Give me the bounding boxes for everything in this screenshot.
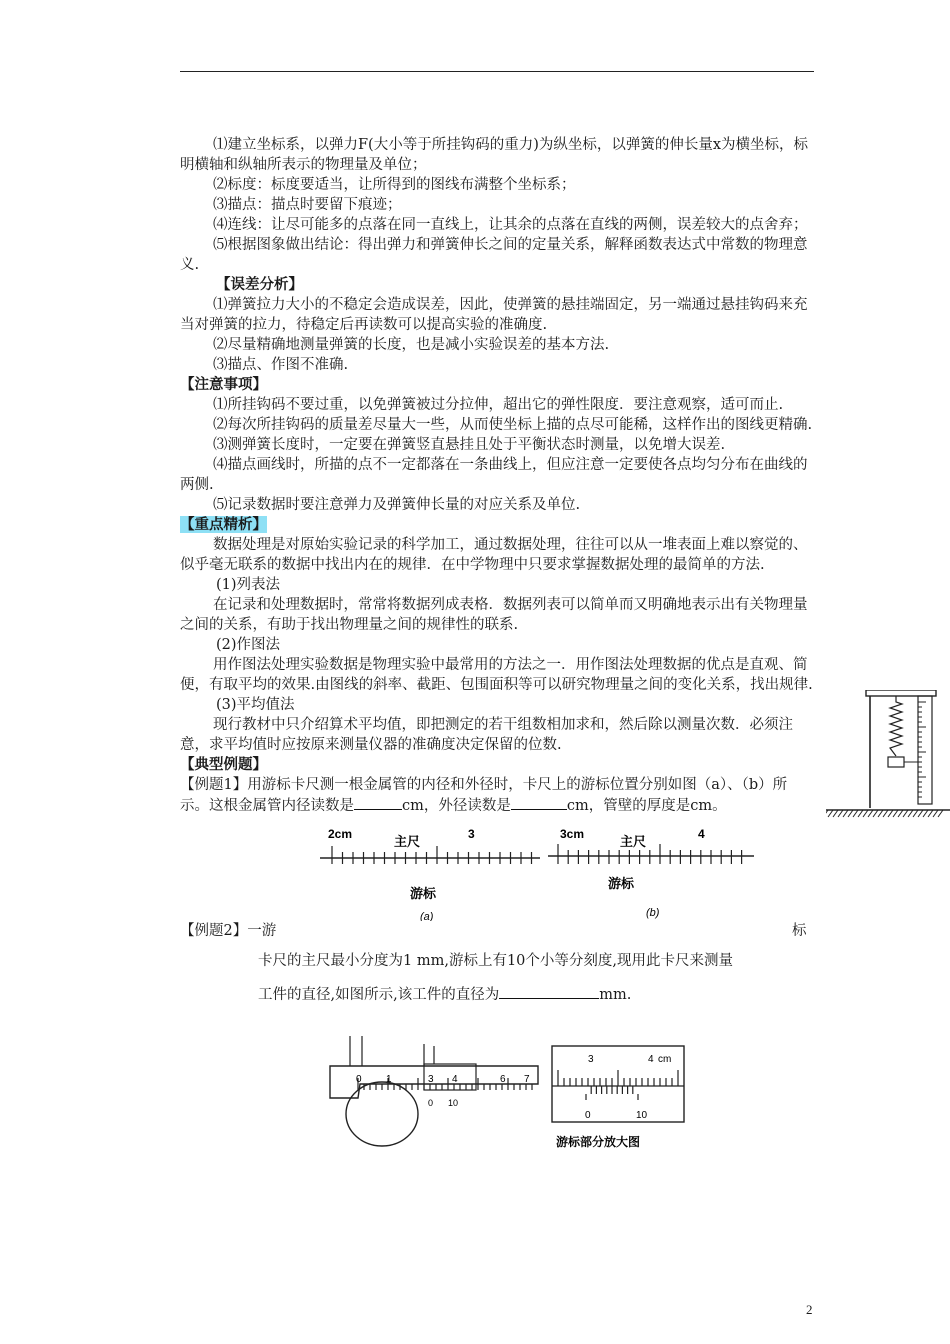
note-3: ⑶测弹簧长度时，一定要在弹簧竖直悬挂且处于平衡状态时测量，以免增大误差. (213, 437, 726, 453)
figure-b (548, 827, 754, 919)
hatch-line (908, 810, 913, 817)
step-1: ⑴建立坐标系，以弹力F(大小等于所挂钩码的重力)为纵坐标，以弹簧的伸长量x为横坐标，标明横轴和纵轴所表示的物理量及单位； (180, 137, 809, 173)
example-2-line-3 (258, 978, 816, 1012)
zoom-ticks (558, 1070, 678, 1100)
answer-blank-diameter (499, 984, 599, 999)
zoom-vernier-0: 0 (585, 1110, 591, 1121)
example-1-text-c: cm，管壁的厚度是cm。 (566, 798, 727, 814)
fig-b-label-4: 4 (698, 827, 705, 841)
key-intro: 数据处理是对原始实验记录的科学加工，通过数据处理，往往可以从一堆表面上难以察觉的、似乎毫无联系的数据中找出内在的规律．在中学物理中只要求掌握数据处理的最简单的方法. (180, 537, 808, 573)
example-1 (180, 775, 816, 816)
figure-a (320, 827, 540, 921)
step-2: ⑵标度：标度要适当，让所得到的图线布满整个坐标系； (213, 177, 576, 193)
caliper-num-6: 6 (500, 1074, 506, 1085)
step-5: ⑸根据图象做出结论：得出弹力和弹簧伸长之间的定量关系，解释函数表达式中常数的物理意义. (180, 237, 808, 273)
zoom-unit: cm (658, 1054, 672, 1065)
hatch-line (883, 810, 888, 817)
step-3: ⑶描点：描点时要留下痕迹； (213, 197, 402, 213)
caliper-vernier-10: 10 (448, 1098, 459, 1108)
hatch-line (903, 810, 908, 817)
zoom-num-4: 4 (648, 1054, 654, 1065)
hatch-line (918, 810, 923, 817)
fig-a-caption: (a) (420, 911, 434, 921)
fig-a-ticks (332, 846, 532, 864)
step-4: ⑷连线：让尽可能多的点落在同一直线上，让其余的点落在直线的两侧，误差较大的点舍弃； (213, 217, 808, 233)
page-body (180, 135, 816, 1176)
caliper-svg (180, 1036, 816, 1176)
spring-hook-weight (888, 757, 904, 767)
example-1-text-a: 【例题1】用游标卡尺测一根金属管的内径和外径时，卡尺上的游标位置分别如图（a）、（b）所示。这根金属管内径读数是 (180, 777, 788, 814)
answer-blank-outer (511, 795, 567, 810)
example-2-body (180, 944, 816, 1012)
notes-heading: 【注意事项】 (180, 376, 267, 393)
hatch-line (938, 810, 943, 817)
fig-b-caption: (b) (646, 907, 660, 919)
note-1: ⑴所挂钩码不要过重，以免弹簧被过分拉伸，超出它的弹性限度．要注意观察，适可而止. (213, 397, 784, 413)
hatch-line (913, 810, 918, 817)
caliper-num-3: 3 (428, 1074, 434, 1085)
fig-a-label-3: 3 (468, 827, 475, 841)
examples-heading: 【典型例题】 (180, 756, 267, 773)
spring-scale-ticks (918, 696, 926, 797)
spring-apparatus-figure (826, 690, 950, 820)
hatch-line (933, 810, 938, 817)
fig-b-label-3cm: 3cm (560, 827, 585, 841)
example-2-line-1 (180, 921, 816, 942)
hatch-line (928, 810, 933, 817)
zoom-drawing (552, 1046, 684, 1149)
vernier-figures-svg (180, 816, 816, 921)
example-2-text-b: mm. (599, 987, 632, 1003)
hatch-line (893, 810, 898, 817)
error-1: ⑴弹簧拉力大小的不稳定会造成误差，因此，使弹簧的悬挂端固定，另一端通过悬挂钩码来充当对弹簧的拉力，待稳定后再读数可以提高实验的准确度. (180, 297, 808, 333)
note-4: ⑷描点画线时，所描的点不一定都落在一条曲线上，但应注意一定要使各点均匀分布在曲线的两侧. (180, 457, 808, 493)
caliper-num-7: 7 (524, 1074, 530, 1085)
hatch-line (878, 810, 883, 817)
key-heading: 【重点精析】 (180, 516, 267, 533)
caliper-drawing (330, 1036, 538, 1146)
hatch-line (858, 810, 863, 817)
example-2-line-2: 卡尺的主尺最小分度为1 mm,游标上有10个小等分刻度,现用此卡尺来测量 (258, 953, 733, 969)
fig-a-vernier-label: 游标 (410, 886, 437, 901)
vernier-figures (180, 816, 816, 921)
caliper-num-0: 0 (356, 1074, 362, 1085)
example-2-head: 【例题2】一游 (180, 923, 277, 939)
hatch-line (843, 810, 848, 817)
note-2: ⑵每次所挂钩码的质量差尽量大一些，从而使坐标上描的点尽可能稀，这样作出的图线更精确. (213, 417, 813, 433)
method-1-title: (1)列表法 (216, 577, 281, 593)
zoom-caption: 游标部分放大图 (556, 1135, 641, 1149)
method-3-title: (3)平均值法 (216, 697, 295, 713)
fig-b-ticks (558, 844, 742, 864)
hatch-line (873, 810, 878, 817)
caliper-num-4: 4 (452, 1074, 458, 1085)
hatch-line (833, 810, 838, 817)
page-number: 2 (806, 1302, 813, 1317)
spring-coil (890, 696, 902, 756)
hatch-line (838, 810, 843, 817)
hatch-line (898, 810, 903, 817)
answer-blank-inner (354, 795, 402, 810)
ground-hatch (826, 810, 943, 817)
fig-a-label-2cm: 2cm (328, 827, 353, 841)
example-2-tail: 标 (792, 923, 807, 939)
method-3-text: 现行教材中只介绍算术平均值，即把测定的若干组数相加求和，然后除以测量次数．必须注意，求平均值时应按原来测量仪器的准确度决定保留的位数. (180, 717, 793, 753)
hatch-line (868, 810, 873, 817)
zoom-vernier-10: 10 (636, 1110, 648, 1121)
example-2-text-a: 工件的直径,如图所示,该工件的直径为 (258, 987, 500, 1003)
method-2-text: 用作图法处理实验数据是物理实验中最常用的方法之一．用作图法处理数据的优点是直观、简便，有取平均的效果.由图线的斜率、截距、包围面积等可以研究物理量之间的变化关系，找出规律. (180, 657, 813, 693)
method-2-title: (2)作图法 (216, 637, 281, 653)
header-rule (180, 71, 814, 72)
error-heading: 【误差分析】 (216, 276, 303, 293)
fig-b-main-label: 主尺 (620, 834, 647, 849)
hatch-line (923, 810, 928, 817)
caliper-figure (180, 1036, 816, 1176)
hatch-line (853, 810, 858, 817)
note-5: ⑸记录数据时要注意弹力及弹簧伸长量的对应关系及单位. (213, 497, 581, 513)
hatch-line (848, 810, 853, 817)
zoom-num-3: 3 (588, 1054, 594, 1065)
hatch-line (888, 810, 893, 817)
example-1-text-b: cm，外径读数是 (402, 798, 511, 814)
error-2: ⑵尽量精确地测量弹簧的长度，也是减小实验误差的基本方法. (213, 337, 610, 353)
hatch-line (826, 810, 828, 817)
fig-a-main-label: 主尺 (394, 834, 421, 849)
fig-b-vernier-label: 游标 (608, 876, 635, 891)
caliper-num-1: 1 (386, 1074, 392, 1085)
caliper-vernier-0: 0 (428, 1098, 434, 1108)
method-1-text: 在记录和处理数据时，常常将数据列成表格．数据列表可以简单而又明确地表示出有关物理量之间的关系，有助于找出物理量之间的规律性的联系. (180, 597, 808, 633)
hatch-line (828, 810, 833, 817)
hatch-line (863, 810, 868, 817)
error-3: ⑶描点、作图不准确. (213, 357, 349, 373)
